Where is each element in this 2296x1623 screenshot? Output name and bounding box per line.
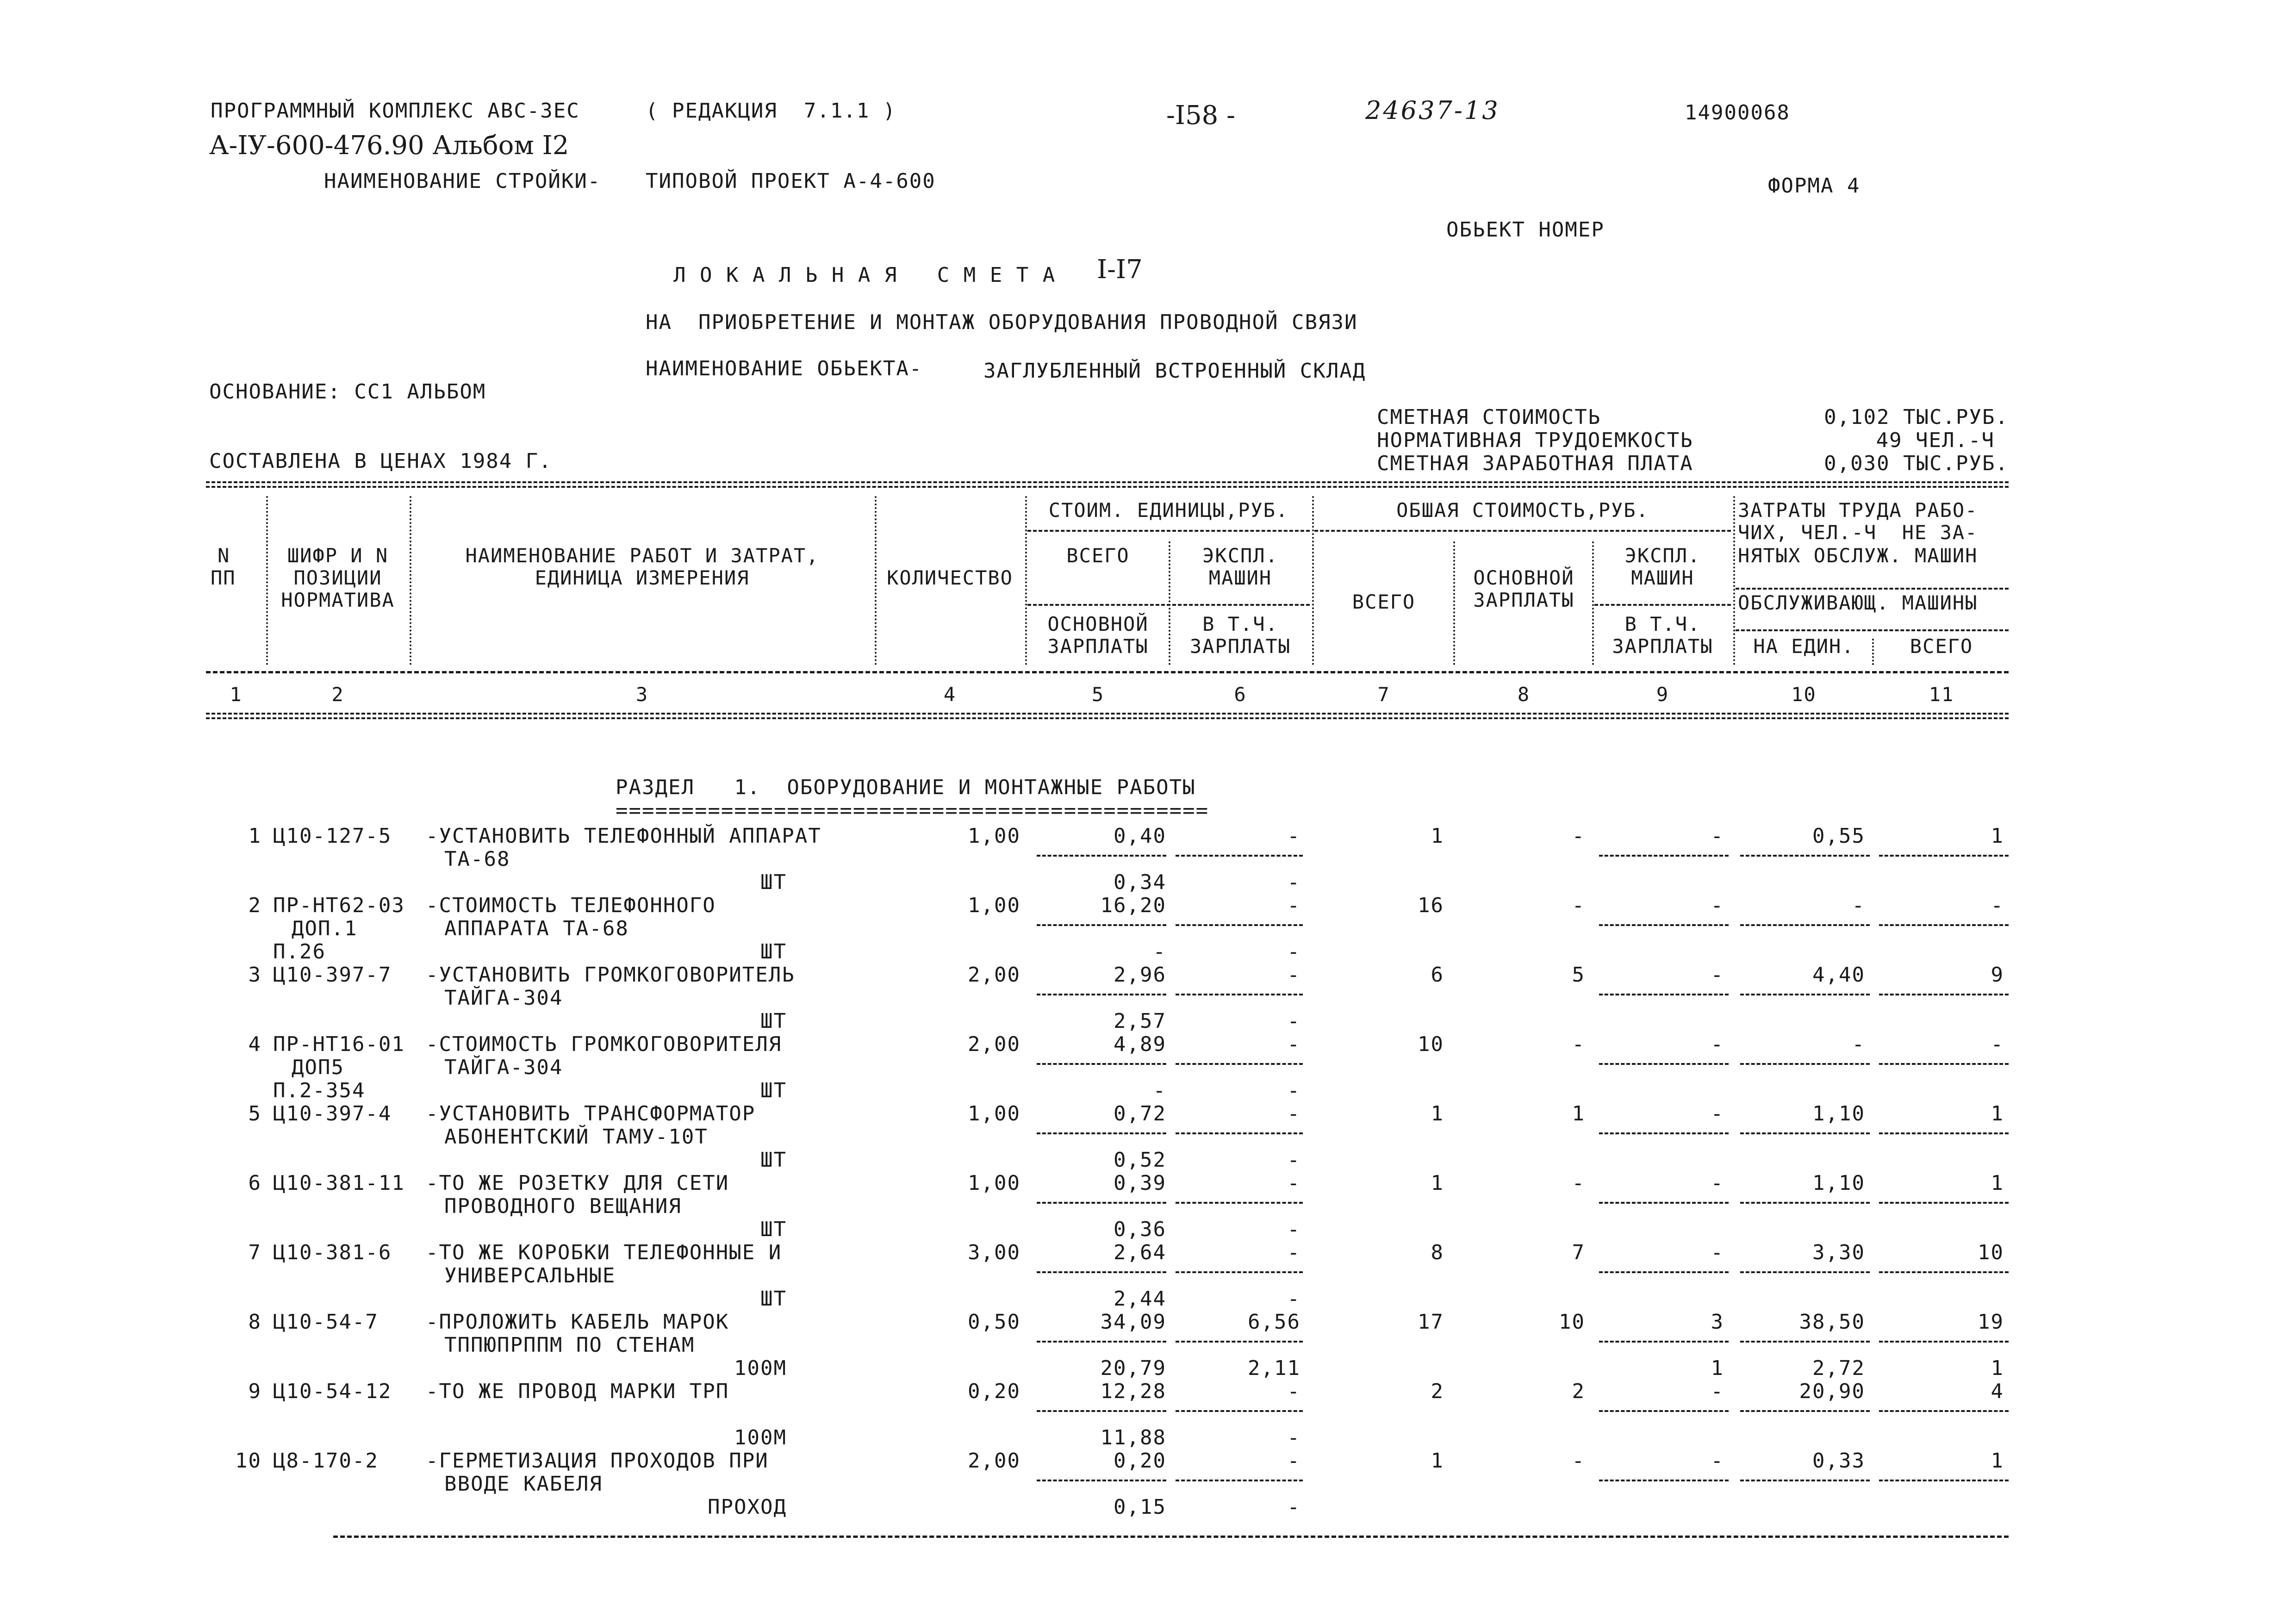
col-divider: [1592, 541, 1594, 665]
row-labor-total: 19: [1978, 1310, 2004, 1334]
row-quantity: 2,00: [968, 963, 1020, 987]
header-labor-c: НЯТЫХ ОБСЛУЖ. МАШИН: [1738, 544, 1978, 567]
cell-separator: [1037, 1132, 1166, 1134]
header-labor-unit: НА ЕДИН.: [1753, 635, 1854, 658]
row-total-machines-wage: 1: [1711, 1356, 1724, 1380]
row-quantity: 1,00: [968, 894, 1020, 917]
row-unit-machines-wage: -: [1287, 940, 1300, 964]
cell-separator: [1879, 1341, 2009, 1343]
cell-separator: [1037, 1410, 1166, 1412]
row-quantity: 0,50: [968, 1310, 1020, 1334]
basis: ОСНОВАНИЕ: СС1 АЛЬБОМ: [209, 380, 486, 404]
row-number: 3: [248, 963, 261, 987]
row-work-name: -ПРОЛОЖИТЬ КАБЕЛЬ МАРОК: [426, 1310, 729, 1334]
row-labor-total: 9: [1991, 963, 2004, 987]
row-unit-base-wage: 0,36: [1114, 1218, 1166, 1241]
cell-separator: [1740, 994, 1870, 995]
cell-separator: [1176, 1480, 1303, 1481]
cell-separator: [1740, 1480, 1870, 1481]
row-unit-price: 16,20: [1100, 894, 1166, 917]
column-number: 9: [1656, 683, 1669, 706]
row-unit: ШТ: [760, 1287, 787, 1311]
cell-separator: [1599, 1132, 1729, 1134]
labor-intensity-value: 49 ЧЕЛ.-Ч: [1876, 429, 1995, 452]
header-unit-incl: В Т.Ч.: [1202, 613, 1278, 635]
row-number: 7: [248, 1241, 261, 1264]
row-labor-unit: 1,10: [1812, 1171, 1865, 1195]
col-divider: [266, 496, 268, 665]
header-unit-machines-b: МАШИН: [1208, 566, 1272, 589]
row-total: 2: [1431, 1380, 1444, 1403]
cell-separator: [1176, 994, 1303, 995]
row-unit-base-wage: 0,15: [1114, 1495, 1166, 1519]
cell-separator: [1176, 855, 1303, 857]
header-total-incl: В Т.Ч.: [1624, 613, 1701, 635]
column-number: 3: [635, 683, 649, 706]
row-unit-machines-wage: -: [1287, 1079, 1300, 1102]
row-quantity: 2,00: [968, 1449, 1020, 1473]
header-quantity: КОЛИЧЕСТВО: [887, 566, 1013, 589]
column-number: 1: [230, 683, 243, 706]
estimate-purpose: НА ПРИОБРЕТЕНИЕ И МОНТАЖ ОБОРУДОВАНИЯ ПРОВОДНОЙ СВЯЗИ: [646, 311, 1358, 334]
header-total-incl-b: ЗАРПЛАТЫ: [1612, 635, 1713, 658]
row-unit-machines: -: [1287, 1102, 1300, 1126]
header-rule: [1027, 604, 1310, 606]
row-unit-base-wage: 0,52: [1114, 1148, 1166, 1172]
row-work-name-line2: ТА-68: [444, 847, 510, 871]
row-total-base: 2: [1572, 1380, 1585, 1403]
cell-separator: [1037, 855, 1166, 857]
row-code: Ц10-397-4: [273, 1102, 392, 1126]
row-work-name: -ТО ЖЕ КОРОБКИ ТЕЛЕФОННЫЕ И: [426, 1241, 782, 1264]
row-total-base: 5: [1572, 963, 1585, 987]
row-number: 8: [248, 1310, 261, 1334]
section-underline: =============================================: [616, 799, 1209, 822]
row-work-name-line2: ТАЙГА-304: [444, 986, 563, 1010]
row-code: Ц10-54-7: [273, 1310, 379, 1334]
row-unit-machines: -: [1287, 824, 1300, 848]
cell-separator: [1599, 924, 1729, 926]
cell-separator: [1599, 1410, 1729, 1412]
column-number: 6: [1234, 683, 1247, 706]
row-unit-machines: -: [1287, 1380, 1300, 1403]
row-total-base: -: [1572, 1449, 1585, 1473]
construction-value: ТИПОВОЙ ПРОЕКТ А-4-600: [646, 169, 936, 193]
header-unit: ЕДИНИЦА ИЗМЕРЕНИЯ: [535, 566, 750, 589]
row-total-machines: 3: [1711, 1310, 1724, 1334]
row-work-name: -СТОИМОСТЬ ТЕЛЕФОННОГО: [426, 894, 716, 917]
cell-separator: [1879, 1271, 2009, 1273]
cell-separator: [1176, 1410, 1303, 1412]
row-unit-machines: 6,56: [1248, 1310, 1300, 1334]
column-number: 8: [1517, 683, 1531, 706]
object-label: НАИМЕНОВАНИЕ ОБЬЕКТА-: [646, 357, 923, 380]
header-pp: ПП: [211, 566, 236, 589]
row-work-name-line2: ВВОДЕ КАБЕЛЯ: [444, 1472, 603, 1496]
row-work-name: -ТО ЖЕ РОЗЕТКУ ДЛЯ СЕТИ: [426, 1171, 729, 1195]
row-quantity: 2,00: [968, 1032, 1020, 1056]
cell-separator: [1879, 1410, 2009, 1412]
row-unit: 100М: [734, 1356, 787, 1380]
col-divider: [1312, 496, 1314, 665]
table-bottom-rule: [333, 1536, 2009, 1538]
cell-separator: [1599, 1480, 1729, 1481]
header-bottom-rule: [206, 713, 2009, 719]
row-work-name-line2: ПРОВОДНОГО ВЕЩАНИЯ: [444, 1194, 682, 1218]
col-divider: [1025, 496, 1027, 665]
row-code-line2: ДОП.1: [292, 917, 358, 940]
row-labor-unit: 4,40: [1812, 963, 1865, 987]
header-total-base-b: ЗАРПЛАТЫ: [1473, 589, 1574, 611]
construction-label: НАИМЕНОВАНИЕ СТРОЙКИ-: [324, 169, 601, 193]
row-unit-machines: -: [1287, 1032, 1300, 1056]
row-total-base: -: [1572, 894, 1585, 917]
row-total: 1: [1431, 824, 1444, 848]
row-total-machines: -: [1711, 824, 1724, 848]
row-labor-unit: 1,10: [1812, 1102, 1865, 1126]
cell-separator: [1037, 1480, 1166, 1481]
row-unit-price: 34,09: [1100, 1310, 1166, 1334]
row-work-name-line2: АППАРАТА ТА-68: [444, 917, 629, 940]
row-labor-unit-sub: 2,72: [1812, 1356, 1865, 1380]
header-position: ПОЗИЦИИ: [293, 566, 382, 589]
row-unit: ШТ: [760, 1009, 787, 1033]
row-total-machines: -: [1711, 1449, 1724, 1473]
row-total: 8: [1431, 1241, 1444, 1264]
header-total-total: ВСЕГО: [1352, 591, 1416, 613]
row-unit-price: 4,89: [1114, 1032, 1166, 1056]
column-number: 5: [1091, 683, 1105, 706]
row-unit-price: 0,20: [1114, 1449, 1166, 1473]
row-total-machines: -: [1711, 1171, 1724, 1195]
row-labor-total: 1: [1991, 1449, 2004, 1473]
row-code-line3: П.2-354: [273, 1079, 366, 1102]
row-unit-price: 2,96: [1114, 963, 1166, 987]
row-labor-total-sub: 1: [1991, 1356, 2004, 1380]
header-total-cost: ОБШАЯ СТОИМОСТЬ,РУБ.: [1396, 499, 1649, 522]
row-total-machines: -: [1711, 1241, 1724, 1264]
cell-separator: [1176, 1341, 1303, 1343]
row-unit-machines: -: [1287, 1449, 1300, 1473]
cell-separator: [1879, 1202, 2009, 1204]
row-quantity: 3,00: [968, 1241, 1020, 1264]
row-total-machines: -: [1711, 894, 1724, 917]
cell-separator: [1599, 1271, 1729, 1273]
row-quantity: 0,20: [968, 1380, 1020, 1403]
row-unit-machines: -: [1287, 1171, 1300, 1195]
header-labor-total: ВСЕГО: [1910, 635, 1973, 658]
row-unit-machines-wage: -: [1287, 1426, 1300, 1449]
document-code: 14900068: [1685, 101, 1790, 124]
header-rule: [1314, 530, 1731, 532]
row-total-machines: -: [1711, 1032, 1724, 1056]
column-number: 4: [943, 683, 957, 706]
cell-separator: [1599, 1202, 1729, 1204]
cell-separator: [1879, 994, 2009, 995]
row-unit-base-wage: 2,44: [1114, 1287, 1166, 1311]
row-labor-total: 4: [1991, 1380, 2004, 1403]
header-unit-total: ВСЕГО: [1066, 544, 1130, 567]
row-total: 10: [1418, 1032, 1444, 1056]
row-code: Ц10-127-5: [273, 824, 392, 848]
row-unit-base-wage: -: [1153, 940, 1166, 964]
row-unit-price: 12,28: [1100, 1380, 1166, 1403]
row-total: 1: [1431, 1449, 1444, 1473]
header-rule: [1736, 588, 2009, 590]
cell-separator: [1599, 1063, 1729, 1065]
header-norm: НОРМАТИВА: [281, 589, 395, 611]
header-unit-machines: ЭКСПЛ.: [1202, 544, 1278, 567]
header-number-rule: [206, 671, 2009, 673]
row-work-name-line2: УНИВЕРСАЛЬНЫЕ: [444, 1264, 616, 1287]
row-code: Ц8-170-2: [273, 1449, 379, 1473]
row-labor-total: -: [1991, 894, 2004, 917]
cell-separator: [1740, 1063, 1870, 1065]
row-labor-unit: -: [1852, 894, 1865, 917]
estimated-cost-value: 0,102 ТЫС.РУБ.: [1824, 405, 2009, 429]
header-labor-b: ЧИХ, ЧЕЛ.-Ч НЕ ЗА-: [1738, 521, 1978, 544]
row-total-base: 7: [1572, 1241, 1585, 1264]
row-total: 1: [1431, 1102, 1444, 1126]
cell-separator: [1879, 924, 2009, 926]
row-number: 1: [248, 824, 261, 848]
header-rule: [1736, 629, 2009, 631]
row-unit: ШТ: [760, 1218, 787, 1241]
row-total: 17: [1418, 1310, 1444, 1334]
header-labor-d: ОБСЛУЖИВАЮЩ. МАШИНЫ: [1738, 591, 1978, 614]
row-number: 5: [248, 1102, 261, 1126]
cell-separator: [1740, 924, 1870, 926]
col-divider: [1169, 541, 1170, 665]
estimated-wage-label: СМЕТНАЯ ЗАРАБОТНАЯ ПЛАТА: [1377, 452, 1693, 475]
row-unit-machines-wage: -: [1287, 1495, 1300, 1519]
row-unit: ШТ: [760, 1148, 787, 1172]
cell-separator: [1740, 1271, 1870, 1273]
row-total: 1: [1431, 1171, 1444, 1195]
row-labor-total: -: [1991, 1032, 2004, 1056]
row-unit-machines-wage: 2,11: [1248, 1356, 1300, 1380]
header-total-machines-b: МАШИН: [1631, 566, 1694, 589]
row-unit-machines-wage: -: [1287, 1148, 1300, 1172]
row-labor-unit: 3,30: [1812, 1241, 1865, 1264]
row-unit-base-wage: 2,57: [1114, 1009, 1166, 1033]
row-unit-base-wage: 11,88: [1100, 1426, 1166, 1449]
row-unit-machines-wage: -: [1287, 871, 1300, 894]
row-total: 6: [1431, 963, 1444, 987]
row-unit-machines-wage: -: [1287, 1218, 1300, 1241]
header-total-machines: ЭКСПЛ.: [1624, 544, 1701, 567]
header-rule: [1027, 530, 1310, 532]
row-total-base: -: [1572, 1032, 1585, 1056]
row-unit-machines: -: [1287, 894, 1300, 917]
document-number: 24637-13: [1365, 96, 1500, 125]
row-unit-base-wage: -: [1153, 1079, 1166, 1102]
row-total-machines: -: [1711, 1102, 1724, 1126]
cell-separator: [1599, 1341, 1729, 1343]
cell-separator: [1599, 855, 1729, 857]
cell-separator: [1037, 1341, 1166, 1343]
row-unit-machines-wage: -: [1287, 1287, 1300, 1311]
row-total-machines: -: [1711, 963, 1724, 987]
cell-separator: [1176, 1202, 1303, 1204]
price-basis: СОСТАВЛЕНА В ЦЕНАХ 1984 Г.: [209, 449, 552, 473]
row-unit-price: 2,64: [1114, 1241, 1166, 1264]
row-number: 2: [248, 894, 261, 917]
object-number: ОБЬЕКТ НОМЕР: [1446, 218, 1605, 242]
cell-separator: [1740, 1132, 1870, 1134]
cell-separator: [1037, 1063, 1166, 1065]
cell-separator: [1037, 1271, 1166, 1273]
row-total: 16: [1418, 894, 1444, 917]
row-quantity: 1,00: [968, 1102, 1020, 1126]
cell-separator: [1176, 924, 1303, 926]
row-unit-machines: -: [1287, 963, 1300, 987]
row-code: Ц10-397-7: [273, 963, 392, 987]
row-labor-total: 1: [1991, 1102, 2004, 1126]
cell-separator: [1740, 1341, 1870, 1343]
row-total-base: 10: [1559, 1310, 1585, 1334]
cell-separator: [1879, 1132, 2009, 1134]
row-code-line2: ДОП5: [292, 1056, 344, 1079]
header-unit-incl-b: ЗАРПЛАТЫ: [1189, 635, 1291, 658]
row-work-name: -УСТАНОВИТЬ ТЕЛЕФОННЫЙ АППАРАТ: [426, 824, 821, 848]
row-unit: ПРОХОД: [708, 1495, 787, 1519]
section-title: РАЗДЕЛ 1. ОБОРУДОВАНИЕ И МОНТАЖНЫЕ РАБОТЫ: [616, 776, 1196, 799]
labor-intensity-label: НОРМАТИВНАЯ ТРУДОЕМКОСТЬ: [1377, 429, 1693, 452]
header-unit-base: ОСНОВНОЙ: [1047, 613, 1149, 635]
col-divider: [875, 496, 877, 665]
header-labor-a: ЗАТРАТЫ ТРУДА РАБО-: [1738, 499, 1978, 522]
estimated-cost-label: СМЕТНАЯ СТОИМОСТЬ: [1377, 405, 1601, 429]
row-work-name-line2: АБОНЕНТСКИЙ ТАМУ-10Т: [444, 1125, 708, 1149]
row-work-name: -ГЕРМЕТИЗАЦИЯ ПРОХОДОВ ПРИ: [426, 1449, 769, 1473]
edition: ( РЕДАКЦИЯ 7.1.1 ): [646, 99, 896, 123]
row-code: ПР-НТ62-03: [273, 894, 405, 917]
column-number: 2: [331, 683, 344, 706]
row-code: Ц10-381-11: [273, 1171, 405, 1195]
cell-separator: [1740, 1202, 1870, 1204]
row-code: Ц10-381-6: [273, 1241, 392, 1264]
row-unit: ШТ: [760, 940, 787, 964]
object-value: ЗАГЛУБЛЕННЫЙ ВСТРОЕННЫЙ СКЛАД: [983, 359, 1366, 383]
header-work-name: НАИМЕНОВАНИЕ РАБОТ И ЗАТРАТ,: [465, 544, 819, 567]
row-labor-unit: -: [1852, 1032, 1865, 1056]
col-divider: [410, 496, 411, 665]
row-unit-machines-wage: -: [1287, 1009, 1300, 1033]
row-unit-price: 0,39: [1114, 1171, 1166, 1195]
row-code-line3: П.26: [273, 940, 326, 964]
row-work-name: -УСТАНОВИТЬ ГРОМКОГОВОРИТЕЛЬ: [426, 963, 795, 987]
cell-separator: [1599, 994, 1729, 995]
col-divider: [1872, 639, 1874, 665]
row-labor-unit: 0,55: [1812, 824, 1865, 848]
cell-separator: [1879, 855, 2009, 857]
row-total-base: -: [1572, 824, 1585, 848]
row-number: 10: [235, 1449, 261, 1473]
cell-separator: [1740, 1410, 1870, 1412]
row-unit: ШТ: [760, 1079, 787, 1102]
row-labor-total: 1: [1991, 1171, 2004, 1195]
row-unit-price: 0,72: [1114, 1102, 1166, 1126]
form-number: ФОРМА 4: [1768, 174, 1860, 198]
estimated-wage-value: 0,030 ТЫС.РУБ.: [1824, 452, 2009, 475]
row-work-name-line2: ТАЙГА-304: [444, 1056, 563, 1079]
header-total-base: ОСНОВНОЙ: [1473, 566, 1574, 589]
row-quantity: 1,00: [968, 824, 1020, 848]
col-divider: [1453, 541, 1455, 665]
row-code: ПР-НТ16-01: [273, 1032, 405, 1056]
row-code: Ц10-54-12: [273, 1380, 392, 1403]
row-labor-unit: 20,90: [1799, 1380, 1865, 1403]
cell-separator: [1176, 1132, 1303, 1134]
row-work-name: -СТОИМОСТЬ ГРОМКОГОВОРИТЕЛЯ: [426, 1032, 782, 1056]
header-code: ШИФР И N: [287, 544, 389, 567]
row-total-machines: -: [1711, 1380, 1724, 1403]
cell-separator: [1037, 994, 1166, 995]
table-top-rule: [206, 481, 2009, 488]
page-number: -I58 -: [1166, 100, 1236, 131]
row-number: 6: [248, 1171, 261, 1195]
column-number: 7: [1377, 683, 1390, 706]
row-total-base: -: [1572, 1171, 1585, 1195]
cell-separator: [1037, 1202, 1166, 1204]
cell-separator: [1879, 1480, 2009, 1481]
row-unit: 100М: [734, 1426, 787, 1449]
row-labor-total: 1: [1991, 824, 2004, 848]
header-unit-cost: СТОИМ. ЕДИНИЦЫ,РУБ.: [1048, 499, 1289, 522]
row-total-base: 1: [1572, 1102, 1585, 1126]
row-number: 9: [248, 1380, 261, 1403]
cell-separator: [1037, 924, 1166, 926]
row-labor-unit: 0,33: [1812, 1449, 1865, 1473]
row-unit-base-wage: 20,79: [1100, 1356, 1166, 1380]
row-work-name-line2: ТППЮПРППМ ПО СТЕНАМ: [444, 1333, 695, 1357]
header-rule: [1594, 604, 1731, 606]
header-n: N: [218, 544, 230, 567]
album-reference: А-IУ-600-476.90 Альбом I2: [209, 131, 569, 161]
row-work-name: -ТО ЖЕ ПРОВОД МАРКИ ТРП: [426, 1380, 729, 1403]
row-labor-total: 10: [1978, 1241, 2004, 1264]
column-number: 11: [1929, 683, 1954, 706]
row-unit: ШТ: [760, 871, 787, 894]
document-title: Л О К А Л Ь Н А Я С М Е Т А: [673, 263, 1056, 287]
program-name: ПРОГРАММНЫЙ КОМПЛЕКС АВС-3ЕС: [211, 99, 580, 123]
cell-separator: [1740, 855, 1870, 857]
row-unit-base-wage: 0,34: [1114, 871, 1166, 894]
row-unit-machines: -: [1287, 1241, 1300, 1264]
column-number: 10: [1791, 683, 1817, 706]
row-work-name: -УСТАНОВИТЬ ТРАНСФОРМАТОР: [426, 1102, 756, 1126]
row-labor-unit: 38,50: [1799, 1310, 1865, 1334]
row-unit-price: 0,40: [1114, 824, 1166, 848]
cell-separator: [1176, 1271, 1303, 1273]
header-unit-base-b: ЗАРПЛАТЫ: [1047, 635, 1149, 658]
cell-separator: [1176, 1063, 1303, 1065]
cell-separator: [1879, 1063, 2009, 1065]
row-number: 4: [248, 1032, 261, 1056]
col-divider: [1733, 496, 1735, 665]
estimate-number: I-I7: [1097, 255, 1143, 285]
row-quantity: 1,00: [968, 1171, 1020, 1195]
